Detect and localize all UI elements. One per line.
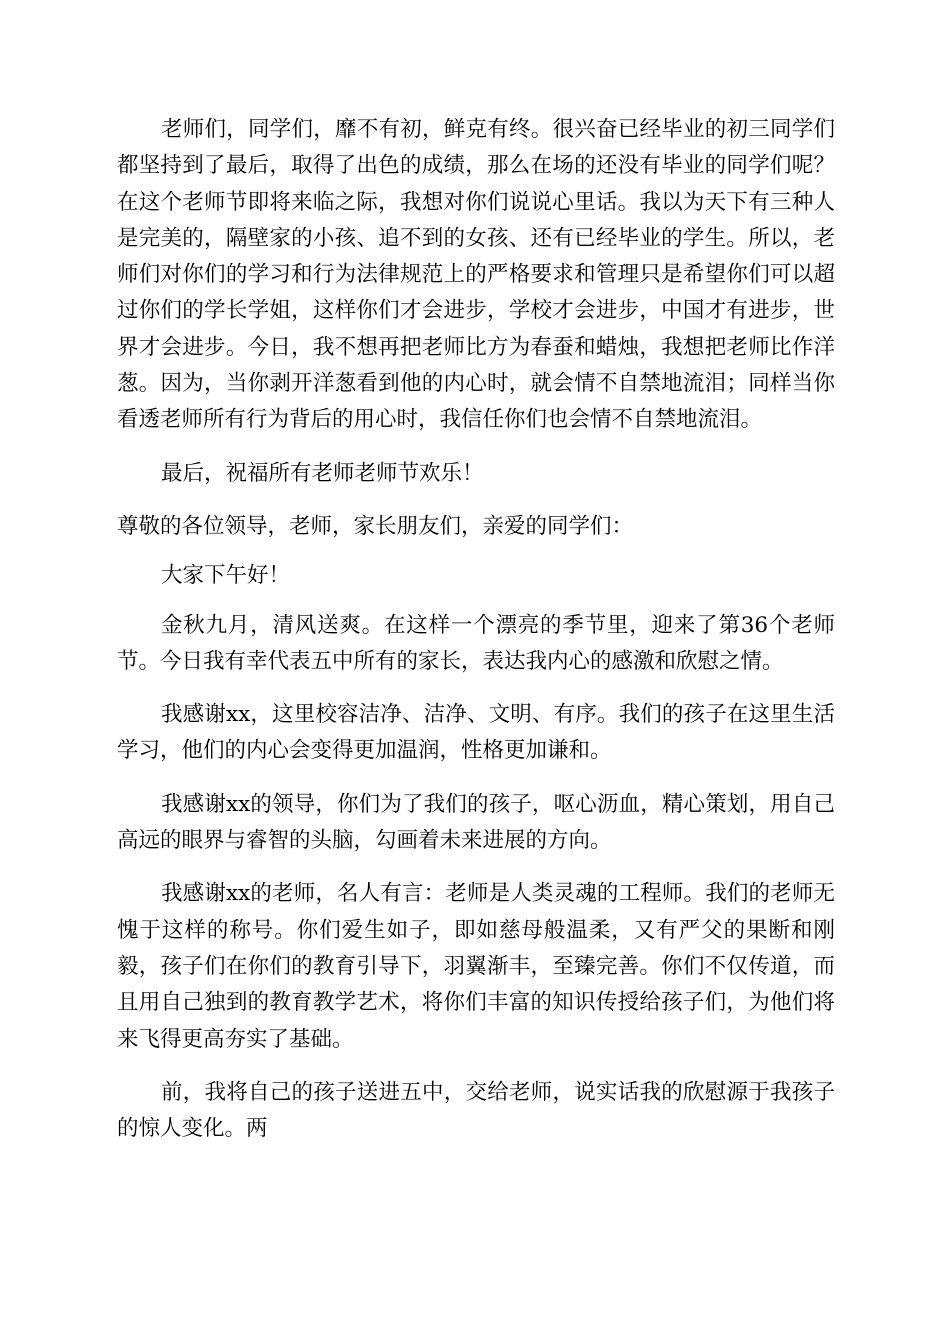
document-body bbox=[117, 112, 835, 1164]
paragraph-closing-wish: 最后，祝福所有老师老师节欢乐！ bbox=[161, 460, 484, 486]
paragraph-thanks-leaders: 我感谢xx的领导，你们为了我们的孩子，呕心沥血，精心策划，用自己高远的眼界与睿智的头脑，勾画着未来进展的方向。 bbox=[117, 791, 835, 854]
paragraph-child-change: 前，我将自己的孩子送进五中，交给老师，说实话我的欣慰源于我孩子的惊人变化。两 bbox=[117, 1079, 835, 1142]
paragraph-teachers-day-speech: 老师们，同学们，靡不有初，鲜克有终。很兴奋已经毕业的初三同学们都坚持到了最后，取得了出色的成绩，那么在场的还没有毕业的同学们呢？在这个老师节即将来临之际，我想对你们说说心里话。我以为天下有三种人是完美的，隔壁家的小孩、追不到的女孩、还有已经毕业的学生。所以，老师们对你们的学习和行为法律规范上的严格要求和管理只是希望你们可以超过你们的学长学姐，这样你们才会进步，学校才会进步，中国才有进步，世界才会进步。今日，我不想再把老师比方为春蚕和蜡烛，我想把老师比作洋葱。因为，当你剥开洋葱看到他的内心时，就会情不自禁地流泪；同样当你看透老师所有行为背后的用心时，我信任你们也会情不自禁地流泪。 bbox=[117, 117, 835, 433]
paragraph-thanks-teachers: 我感谢xx的老师，名人有言：老师是人类灵魂的工程师。我们的老师无愧于这样的称号。你们爱生如子，即如慈母般温柔，又有严父的果断和刚毅，孩子们在你们的教育引导下，羽翼渐丰，至臻完善。你们不仅传道，而且用自己独到的教育教学艺术，将你们丰富的知识传授给孩子们，为他们将来飞得更高夯实了基础。 bbox=[117, 881, 835, 1052]
paragraph-thanks-school: 我感谢xx，这里校容洁净、洁净、文明、有序。我们的孩子在这里生活学习，他们的内心会变得更加温润，性格更加谦和。 bbox=[117, 702, 835, 764]
paragraph-autumn-intro: 金秋九月，清风送爽。在这样一个漂亮的季节里，迎来了第36个老师节。今日我有幸代表五中所有的家长，表达我内心的感激和欣慰之情。 bbox=[117, 612, 835, 674]
paragraph-salutation: 尊敬的各位领导，老师，家长朋友们，亲爱的同学们： bbox=[117, 513, 634, 539]
paragraph-greeting: 大家下午好！ bbox=[161, 563, 291, 589]
